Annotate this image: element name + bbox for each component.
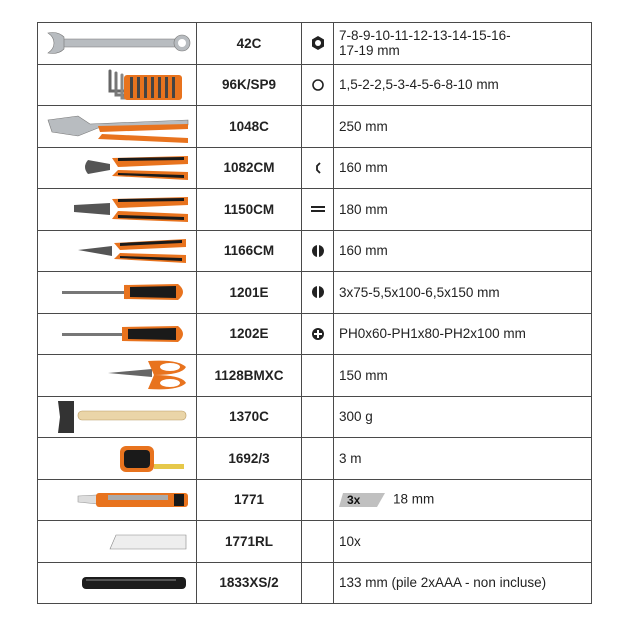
- product-code: 1370C: [197, 396, 302, 438]
- product-code: 1692/3: [197, 438, 302, 480]
- table-row: [38, 479, 592, 521]
- size-description: [334, 479, 592, 521]
- size-description: 150 mm: [334, 355, 592, 397]
- size-description: 133 mm (pile 2xAAA - non incluse): [334, 562, 592, 604]
- table-row: [38, 272, 592, 314]
- size-description: 1,5-2-2,5-3-4-5-6-8-10 mm: [334, 64, 592, 106]
- size-description: 3x75-5,5x100-6,5x150 mm: [334, 272, 592, 314]
- slotted-screw-icon: [302, 230, 334, 272]
- product-code: 1202E: [197, 313, 302, 355]
- replacement-blade-icon: [38, 521, 197, 563]
- symbol-cell: [302, 106, 334, 148]
- bracket-icon: [302, 147, 334, 189]
- table-row: [38, 64, 592, 106]
- product-code: 1048C: [197, 106, 302, 148]
- hex-key-set-icon: [38, 64, 197, 106]
- product-code: 1771: [197, 479, 302, 521]
- svg-text:3x: 3x: [347, 492, 361, 507]
- phillips-screw-icon: [302, 313, 334, 355]
- table-row: [38, 562, 592, 604]
- tool-table: [37, 22, 592, 604]
- diagonal-cutter-icon: [38, 147, 197, 189]
- slotted-screwdriver-icon: [38, 272, 197, 314]
- long-nose-pliers-icon: [38, 230, 197, 272]
- table-row: [38, 230, 592, 272]
- tape-measure-icon: [38, 438, 197, 480]
- water-pump-pliers-icon: [38, 106, 197, 148]
- double-bar-icon: [302, 189, 334, 231]
- circle-icon: [302, 64, 334, 106]
- symbol-cell: [302, 438, 334, 480]
- combination-wrench-icon: [38, 23, 197, 65]
- product-code: 1082CM: [197, 147, 302, 189]
- table-row: [38, 438, 592, 480]
- table-row: [38, 355, 592, 397]
- size-description: 160 mm: [334, 230, 592, 272]
- symbol-cell: [302, 355, 334, 397]
- table-row: [38, 106, 592, 148]
- hex-nut-icon: [302, 23, 334, 65]
- table-row: [38, 313, 592, 355]
- phillips-screwdriver-icon: [38, 313, 197, 355]
- symbol-cell: [302, 396, 334, 438]
- combination-pliers-icon: [38, 189, 197, 231]
- size-description: 180 mm: [334, 189, 592, 231]
- flashlight-icon: [38, 562, 197, 604]
- size-description: 160 mm: [334, 147, 592, 189]
- table-row: [38, 396, 592, 438]
- slotted-screw-icon: [302, 272, 334, 314]
- size-description: PH0x60-PH1x80-PH2x100 mm: [334, 313, 592, 355]
- product-code: 1771RL: [197, 521, 302, 563]
- symbol-cell: [302, 562, 334, 604]
- size-description: 300 g: [334, 396, 592, 438]
- size-text: 18 mm: [393, 491, 435, 507]
- symbol-cell: [302, 479, 334, 521]
- product-code: 1166CM: [197, 230, 302, 272]
- utility-knife-icon: [38, 479, 197, 521]
- product-code: 1128BMXC: [197, 355, 302, 397]
- hammer-icon: [38, 396, 197, 438]
- size-description: 250 mm: [334, 106, 592, 148]
- product-code: 1201E: [197, 272, 302, 314]
- product-code: 1150CM: [197, 189, 302, 231]
- table-row: [38, 23, 592, 65]
- product-code: 1833XS/2: [197, 562, 302, 604]
- product-code: 96K/SP9: [197, 64, 302, 106]
- badge-3x: [339, 491, 385, 509]
- size-description: 3 m: [334, 438, 592, 480]
- size-description: 10x: [334, 521, 592, 563]
- symbol-cell: [302, 521, 334, 563]
- table-row: [38, 147, 592, 189]
- electrician-scissors-icon: [38, 355, 197, 397]
- size-description: 7-8-9-10-11-12-13-14-15-16- 17-19 mm: [334, 23, 592, 65]
- table-row: [38, 521, 592, 563]
- table-row: [38, 189, 592, 231]
- product-code: 42C: [197, 23, 302, 65]
